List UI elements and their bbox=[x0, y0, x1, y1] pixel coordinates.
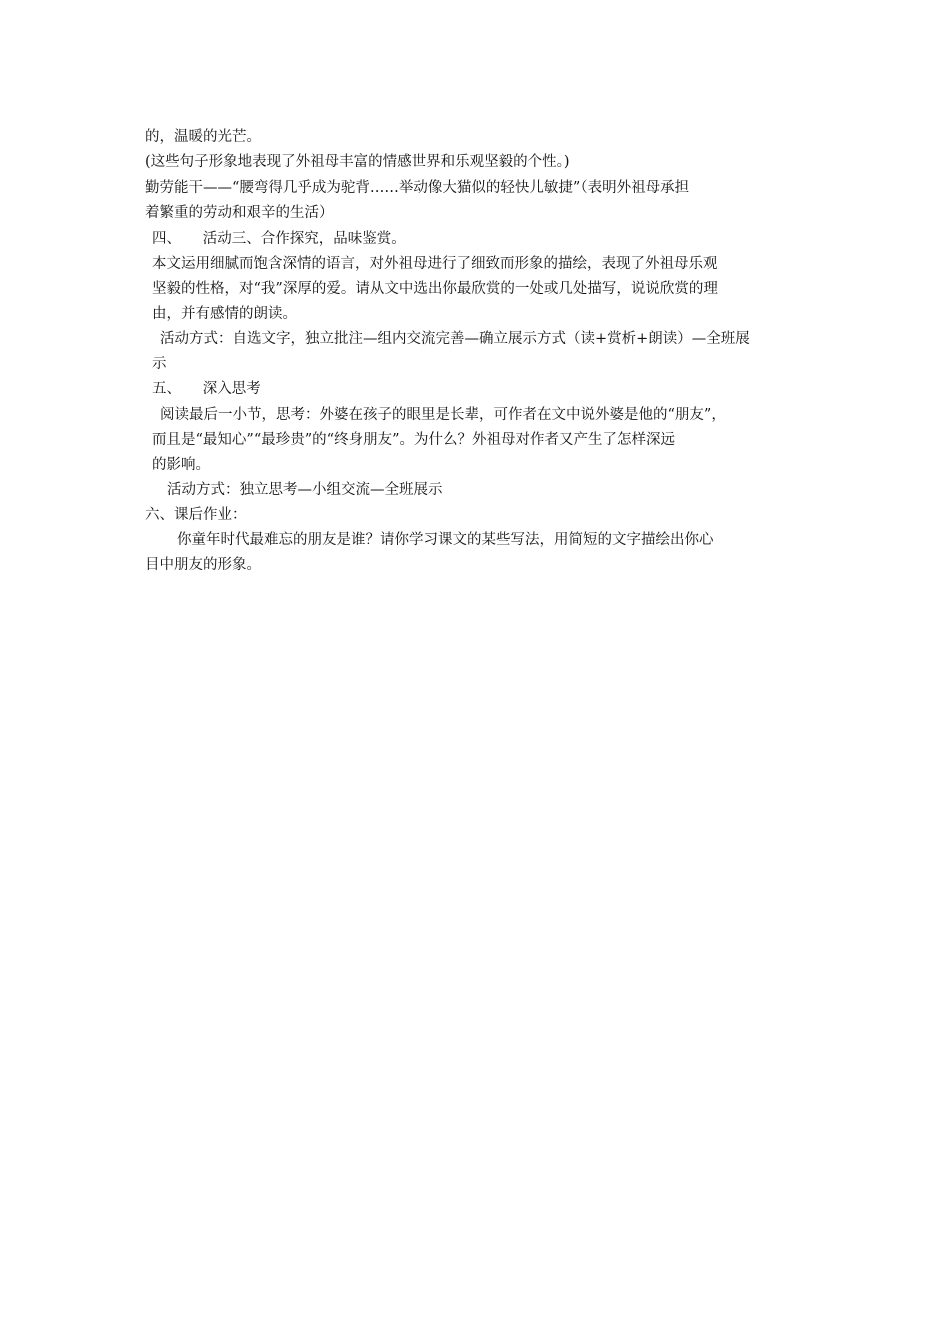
text-line-reflection-3: 的影响。 bbox=[152, 457, 210, 473]
text-line-activity-method-2: 活动方式：独立思考—小组交流—全班展示 bbox=[167, 482, 443, 498]
text-line-appreciation-1: 本文运用细腻而饱含深情的语言，对外祖母进行了细致而形象的描绘，表现了外祖母乐观 bbox=[152, 256, 718, 272]
text-line-homework-1: 你童年时代最难忘的朋友是谁？请你学习课文的某些写法，用简短的文字描绘出你心 bbox=[177, 532, 714, 548]
text-line-diligent-cont: 着繁重的劳动和艰辛的生活） bbox=[145, 205, 334, 221]
text-line-reflection-2: 而且是“最知心”“最珍贵”的“终身朋友”。为什么？外祖母对作者又产生了怎样深远 bbox=[152, 432, 675, 448]
text-line-reflection-1: 阅读最后一小节，思考：外婆在孩子的眼里是长辈，可作者在文中说外婆是他的“朋友”， bbox=[160, 407, 726, 423]
text-line-homework-2: 目中朋友的形象。 bbox=[145, 557, 261, 573]
text-line-appreciation-2: 坚毅的性格，对“我”深厚的爱。请从文中选出你最欣赏的一处或几处描写，说说欣赏的理 bbox=[152, 281, 718, 297]
text-line-activity-method-1: 活动方式：自选文字，独立批注—组内交流完善—确立展示方式（读+赏析+朗读）—全班展 bbox=[160, 331, 750, 347]
section-heading-six: 六、课后作业： bbox=[145, 507, 247, 523]
text-line-diligent: 勤劳能干——“腰弯得几乎成为驼背……举动像大猫似的轻快儿敏捷”（表明外祖母承担 bbox=[145, 180, 690, 196]
section-heading-four: 四、 活动三、合作探究，品味鉴赏。 bbox=[152, 231, 406, 247]
text-line-appreciation-3: 由，并有感情的朗读。 bbox=[152, 306, 297, 322]
text-line-activity-method-1-cont: 示 bbox=[152, 356, 167, 372]
text-line-warm-light: 的，温暖的光芒。 bbox=[145, 129, 261, 145]
section-heading-five: 五、 深入思考 bbox=[152, 381, 261, 397]
text-line-summary-note: (这些句子形象地表现了外祖母丰富的情感世界和乐观坚毅的个性。) bbox=[145, 154, 570, 170]
